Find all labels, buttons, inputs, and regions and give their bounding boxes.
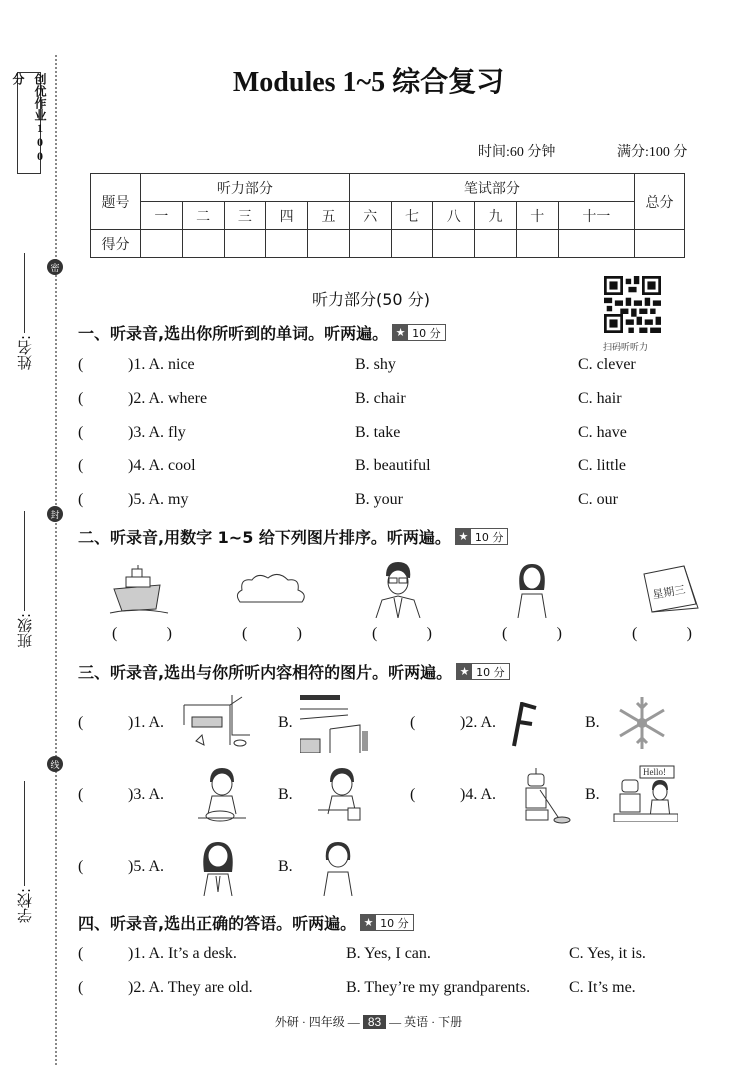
option-b: B. <box>585 786 600 803</box>
letter-f-picture[interactable] <box>510 702 538 748</box>
option-b: B. shy <box>355 356 396 373</box>
option-c: C. clever <box>578 356 636 373</box>
calendar-picture <box>638 560 700 616</box>
option-a: )3. A. fly <box>128 424 186 441</box>
section-2-title <box>78 525 508 548</box>
col-5: 五 <box>308 202 350 230</box>
points-badge <box>456 663 510 680</box>
score-cell[interactable] <box>308 230 350 258</box>
ship-picture <box>108 563 170 615</box>
answer-blank[interactable]: ( <box>78 390 84 407</box>
answer-blank[interactable]: ( <box>78 424 84 441</box>
s1-question-3 <box>78 424 627 442</box>
score-cell[interactable] <box>224 230 266 258</box>
question-number-label: 题号 <box>91 174 141 230</box>
section-2-title-text: 二、听录音,用数字 1~5 给下列图片排序。听两遍。 <box>78 528 451 547</box>
listening-heading: 听力部分(50 分) <box>312 290 430 309</box>
score-cell[interactable] <box>266 230 308 258</box>
s1-question-1 <box>78 356 636 374</box>
name-field[interactable] <box>14 240 35 370</box>
hello-speech-bubble: Hello! <box>643 767 666 777</box>
option-b: B. Yes, I can. <box>346 945 431 962</box>
option-a: )1. A. It’s a desk. <box>128 945 237 962</box>
class-line <box>24 511 25 611</box>
score-label: 得分 <box>91 230 141 258</box>
answer-blank[interactable]: ( <box>78 491 84 508</box>
order-blank-2[interactable]: ( ) <box>242 625 302 642</box>
points-badge <box>360 914 414 931</box>
option-b: B. your <box>355 491 403 508</box>
score-cell[interactable] <box>516 230 558 258</box>
star-icon: ★ <box>393 325 408 340</box>
option-a: )2. A. They are old. <box>128 979 253 996</box>
col-7: 七 <box>391 202 433 230</box>
col-10: 十 <box>516 202 558 230</box>
writing-part-label: 笔试部分 <box>349 174 634 202</box>
time-limit: 时间:60 分钟 <box>478 145 556 160</box>
points-text: 10 分 <box>380 916 409 930</box>
section-4-title-text: 四、听录音,选出正确的答语。听两遍。 <box>78 914 357 933</box>
name-label: 姓名: <box>16 334 34 370</box>
answer-blank[interactable]: ( <box>78 979 84 996</box>
answer-blank[interactable]: ( <box>78 714 84 731</box>
answer-blank[interactable]: ( <box>78 356 84 373</box>
girl-short-hair-picture[interactable] <box>318 838 358 896</box>
qr-code-icon[interactable] <box>604 276 661 333</box>
section-3-title-text: 三、听录音,选出与你所听内容相符的图片。听两遍。 <box>78 663 453 682</box>
star-icon: ★ <box>456 529 471 544</box>
school-field[interactable] <box>14 768 35 923</box>
col-4: 四 <box>266 202 308 230</box>
star-icon: ★ <box>361 915 376 930</box>
listening-part-label: 听力部分 <box>141 174 350 202</box>
option-a: )3. A. <box>128 786 164 803</box>
score-cell[interactable] <box>182 230 224 258</box>
girl-picture <box>512 560 552 618</box>
option-c: C. It’s me. <box>569 979 636 996</box>
class-field[interactable] <box>14 498 35 648</box>
s1-question-2 <box>78 390 622 408</box>
col-11: 十一 <box>558 202 634 230</box>
messy-desk-picture[interactable] <box>182 695 252 753</box>
option-a: )1. A. nice <box>128 356 195 373</box>
answer-blank[interactable]: ( <box>78 858 84 875</box>
score-cell[interactable] <box>635 230 685 258</box>
answer-blank[interactable]: ( <box>410 786 416 803</box>
score-cell[interactable] <box>391 230 433 258</box>
section-4-title <box>78 911 414 934</box>
s4-question-2 <box>78 979 636 997</box>
seal-feng: 封 <box>47 506 63 522</box>
order-blank-5[interactable]: ( ) <box>632 625 692 642</box>
option-a: )2. A. where <box>128 390 208 407</box>
option-c: C. Yes, it is. <box>569 945 646 962</box>
page-footer <box>0 1013 737 1030</box>
tidy-classroom-picture[interactable] <box>300 695 370 753</box>
section-3-title <box>78 660 510 683</box>
col-8: 八 <box>433 202 475 230</box>
option-a: )4. A. cool <box>128 457 196 474</box>
col-3: 三 <box>224 202 266 230</box>
points-badge <box>455 528 509 545</box>
section-1-title <box>78 321 446 344</box>
score-table <box>90 173 685 258</box>
school-label: 学校: <box>16 887 34 923</box>
class-label: 班级: <box>16 612 34 648</box>
points-badge <box>392 324 446 341</box>
full-score: 满分:100 分 <box>617 145 688 160</box>
s4-question-1 <box>78 945 646 963</box>
score-cell[interactable] <box>558 230 634 258</box>
page-number: 83 <box>363 1015 386 1029</box>
s1-question-4 <box>78 457 626 475</box>
order-blank-1[interactable]: ( ) <box>112 625 172 642</box>
seal-xian: 线 <box>47 756 63 772</box>
section-1-title-text: 一、听录音,选出你所听到的单词。听两遍。 <box>78 324 389 343</box>
answer-blank[interactable]: ( <box>410 714 416 731</box>
score-cell[interactable] <box>141 230 183 258</box>
option-b: B. beautiful <box>355 457 431 474</box>
option-b: B. They’re my grandparents. <box>346 979 531 996</box>
score-cell[interactable] <box>475 230 517 258</box>
cut-line <box>55 55 57 1065</box>
col-2: 二 <box>182 202 224 230</box>
robot-sweeping-picture[interactable] <box>520 766 572 824</box>
option-b: B. <box>278 714 293 731</box>
option-b: B. take <box>355 424 401 441</box>
option-a: )1. A. <box>128 714 164 731</box>
star-icon: ★ <box>457 664 472 679</box>
option-c: C. have <box>578 424 627 441</box>
answer-blank[interactable]: ( <box>78 945 84 962</box>
score-cell[interactable] <box>433 230 475 258</box>
option-a: )5. A. <box>128 858 164 875</box>
snowflake-picture[interactable] <box>614 695 670 751</box>
footer-right: — 英语 · 下册 <box>389 1015 463 1029</box>
points-text: 10 分 <box>412 326 441 340</box>
school-line <box>24 781 25 886</box>
option-b: B. <box>585 714 600 731</box>
cloud-picture <box>234 572 310 608</box>
option-b: B. <box>278 786 293 803</box>
points-text: 10 分 <box>476 665 505 679</box>
score-cell[interactable] <box>349 230 391 258</box>
girl-long-hair-picture[interactable] <box>198 838 238 896</box>
man-with-glasses-picture <box>372 560 424 618</box>
option-c: C. little <box>578 457 626 474</box>
total-label: 总分 <box>635 174 685 230</box>
robot-and-boy-picture[interactable] <box>612 764 678 822</box>
answer-blank[interactable]: ( <box>78 786 84 803</box>
page-title: Modules 1~5 综合复习 <box>232 67 505 98</box>
option-c: C. our <box>578 491 618 508</box>
col-6: 六 <box>349 202 391 230</box>
option-b: B. chair <box>355 390 406 407</box>
option-a: )5. A. my <box>128 491 189 508</box>
answer-blank[interactable]: ( <box>78 457 84 474</box>
s1-question-5 <box>78 491 618 509</box>
col-1: 一 <box>141 202 183 230</box>
points-text: 10 分 <box>474 530 504 544</box>
boy-washing-picture[interactable] <box>198 766 246 822</box>
brand-label: 创优作业100分 <box>17 72 41 174</box>
name-line <box>24 253 25 333</box>
option-c: C. hair <box>578 390 622 407</box>
calendar-text: 星期三 <box>651 584 687 602</box>
boy-writing-picture[interactable] <box>318 766 366 822</box>
footer-left: 外研 · 四年级 — <box>274 1015 360 1029</box>
option-a: )2. A. <box>460 714 496 731</box>
qr-caption: 扫码听听力 <box>603 342 649 352</box>
order-blank-3[interactable]: ( ) <box>372 625 432 642</box>
option-b: B. <box>278 858 293 875</box>
col-9: 九 <box>475 202 517 230</box>
option-a: )4. A. <box>460 786 496 803</box>
seal-mi: 密 <box>47 259 63 275</box>
order-blank-4[interactable]: ( ) <box>502 625 562 642</box>
